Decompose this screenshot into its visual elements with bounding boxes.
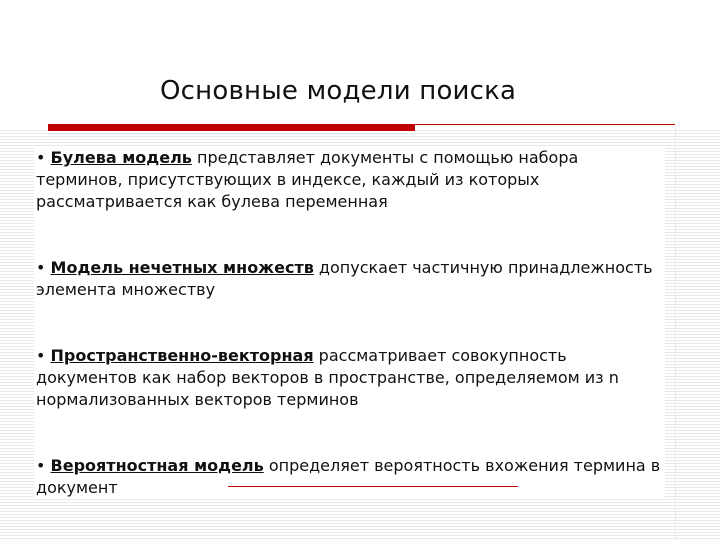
bullet-term: Вероятностная модель (50, 456, 264, 475)
bullet-marker: • (36, 346, 46, 365)
bullet-text: определяет вероятность вхожения термина в документ (36, 456, 661, 497)
slide-title: Основные модели поиска (160, 76, 517, 106)
bullet-marker: • (36, 258, 46, 277)
bullet-term: Пространственно-векторная (50, 346, 314, 365)
bullet-vector-space-model (36, 345, 661, 411)
bullet-text: рассматривает совокупность документов как набор векторов в пространстве, определяемом из n нормализованных векторов терминов (36, 346, 619, 409)
bullet-boolean-model (36, 147, 661, 213)
bullet-marker: • (36, 456, 46, 475)
title-underline-thin (415, 124, 675, 125)
bullet-fuzzy-set-model (36, 257, 661, 301)
bullet-marker: • (36, 148, 46, 167)
bullet-list (34, 147, 665, 499)
bullet-text: представляет документы с помощью набора терминов, присутствующих в индексе, каждый из которых рассматривается как булева переменная (36, 148, 579, 211)
bullet-term: Булева модель (50, 148, 192, 167)
footer-accent-line (228, 486, 518, 487)
right-divider-line (675, 128, 676, 540)
title-underline-thick (48, 124, 415, 131)
bullet-text: допускает частичную принадлежность элемента множеству (36, 258, 653, 299)
bullet-term: Модель нечетных множеств (50, 258, 314, 277)
bullet-probabilistic-model (36, 455, 661, 499)
